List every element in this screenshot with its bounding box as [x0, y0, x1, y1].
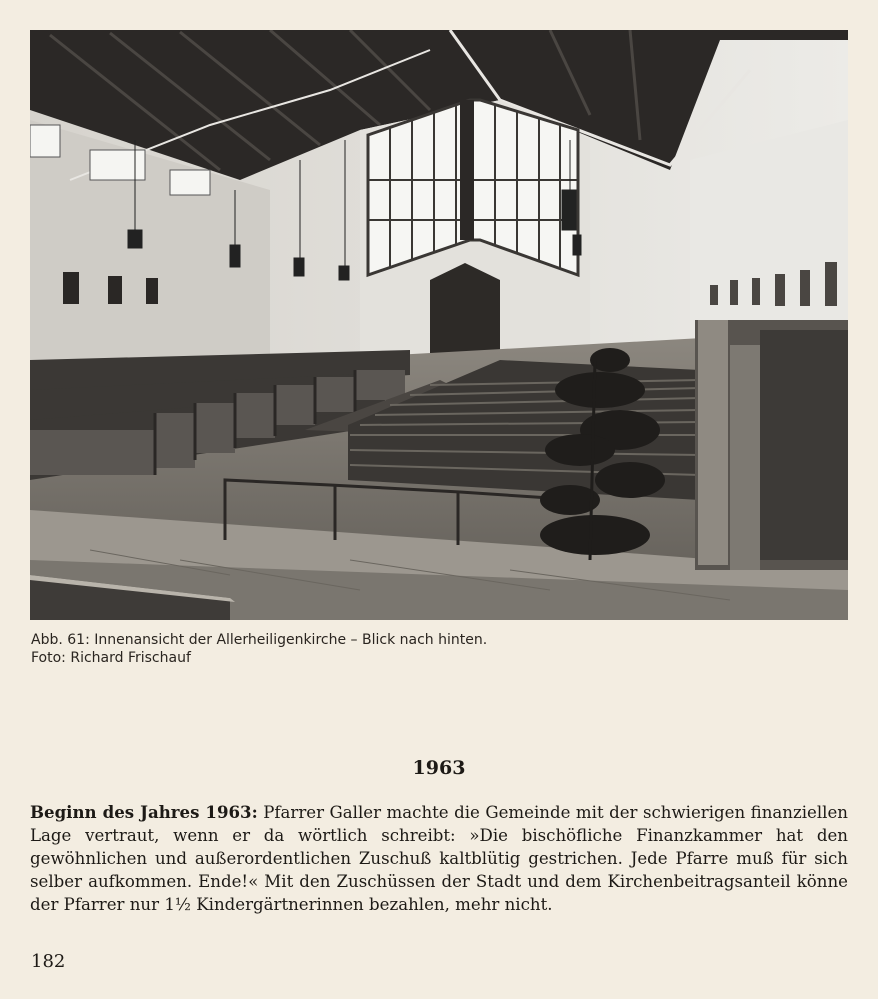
paragraph-text: Pfarrer Galler machte die Gemeinde mit der schwierigen finanziellen Lage vertraut, wenn er da wörtlich schreibt: »Die bischöfliche Finanzkammer hat den gewöhnlichen und außerordentlichen Zuschuß kaltblütig gestrichen. Jede Pfarre muß für sich selber aufkommen. Ende!« Mit den Zuschüssen der Stadt und dem Kirchenbeitragsanteil könne der Pfarrer nur 1½ Kindergärtnerinnen bezahlen, mehr nicht.: [30, 803, 848, 914]
paragraph-lead: Beginn des Jahres 1963:: [30, 802, 258, 822]
figure-caption: [31, 631, 731, 667]
page-number: 182: [31, 951, 66, 972]
section-heading-year: 1963: [412, 757, 466, 779]
figure-caption-line: Abb. 61: Innenansicht der Allerheiligenkirche – Blick nach hinten.: [31, 632, 488, 648]
church-interior-photo: [30, 30, 848, 620]
body-paragraph: [30, 801, 848, 916]
photo-credit: Foto: Richard Frischauf: [31, 650, 191, 666]
